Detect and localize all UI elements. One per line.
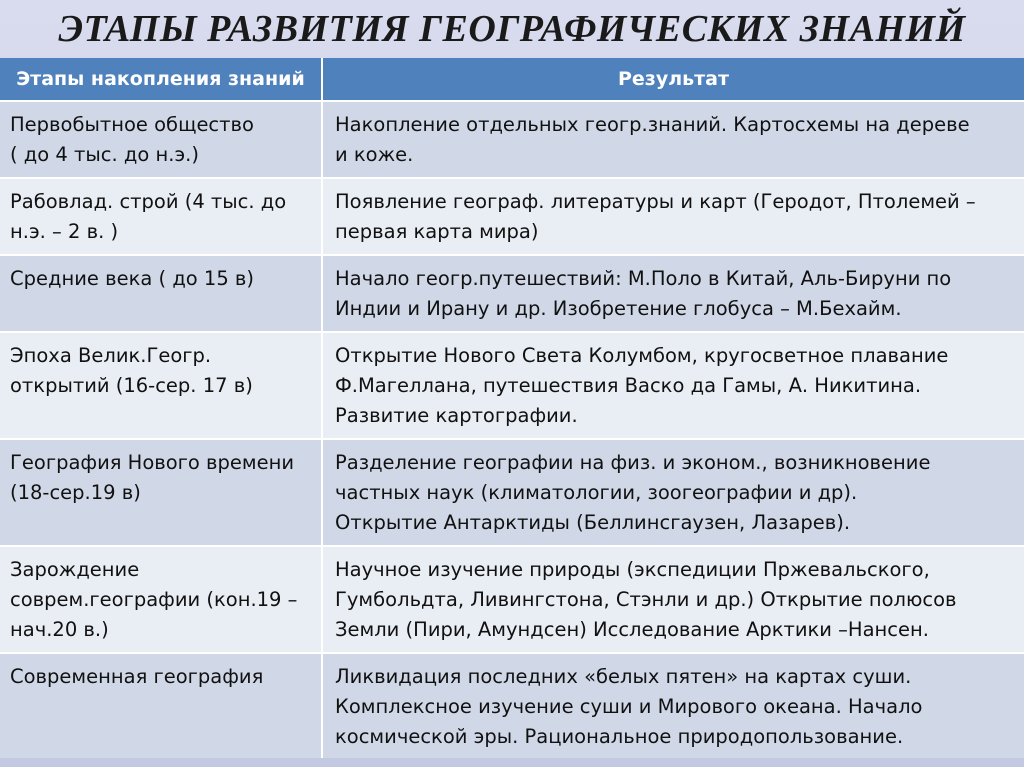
result-line: Открытие Антарктиды (Беллинсгаузен, Лазарев).: [335, 511, 851, 534]
stage-line: Зарождение: [10, 558, 140, 581]
result-line: первая карта мира): [335, 220, 539, 243]
result-line: Индии и Ирану и др. Изобретение глобуса – М.Бехайм.: [335, 297, 902, 320]
result-line: Открытие Нового Света Колумбом, кругосветное плавание: [335, 344, 949, 367]
result-line: космической эры. Рациональное природопользование.: [335, 725, 904, 748]
stages-table: [0, 58, 1024, 758]
stage-cell: [0, 653, 322, 758]
stage-line: Средние века ( до 15 в): [10, 267, 255, 290]
header-result: Результат: [322, 58, 1024, 101]
stage-line: Рабовлад. строй (4 тыс. до: [10, 190, 287, 213]
result-cell: [322, 439, 1024, 546]
result-line: Комплексное изучение суши и Мирового океана. Начало: [335, 695, 923, 718]
result-cell: [322, 653, 1024, 758]
stage-line: соврем.географии (кон.19 –: [10, 588, 298, 611]
result-cell: [322, 255, 1024, 332]
result-line: Появление географ. литературы и карт (Геродот, Птолемей –: [335, 190, 976, 213]
stage-cell: [0, 178, 322, 255]
stage-line: нач.20 в.): [10, 618, 109, 641]
stage-line: География Нового времени: [10, 451, 295, 474]
stage-line: н.э. – 2 в. ): [10, 220, 119, 243]
table-row: [0, 101, 1024, 178]
table-header-row: [0, 58, 1024, 101]
result-line: Разделение географии на физ. и эконом., возникновение: [335, 451, 931, 474]
stage-cell: [0, 255, 322, 332]
table-row: [0, 332, 1024, 439]
result-cell: [322, 546, 1024, 653]
result-cell: [322, 101, 1024, 178]
result-line: и коже.: [335, 143, 414, 166]
stage-line: Эпоха Велик.Геогр.: [10, 344, 212, 367]
stage-line: ( до 4 тыс. до н.э.): [10, 143, 199, 166]
table-row: [0, 546, 1024, 653]
result-line: Накопление отдельных геогр.знаний. Картосхемы на дереве: [335, 113, 970, 136]
stage-line: (18-сер.19 в): [10, 481, 141, 504]
result-cell: [322, 178, 1024, 255]
slide-title: ЭТАПЫ РАЗВИТИЯ ГЕОГРАФИЧЕСКИХ ЗНАНИЙ: [58, 8, 966, 50]
header-stages: Этапы накопления знаний: [0, 58, 322, 101]
result-line: Гумбольдта, Ливингстона, Стэнли и др.) Открытие полюсов: [335, 588, 957, 611]
result-cell: [322, 332, 1024, 439]
result-line: Научное изучение природы (экспедиции Пржевальского,: [335, 558, 930, 581]
table-row: [0, 178, 1024, 255]
table-row: [0, 255, 1024, 332]
table-row: [0, 439, 1024, 546]
table-row: [0, 653, 1024, 758]
stage-cell: [0, 332, 322, 439]
result-line: Начало геогр.путешествий: М.Поло в Китай, Аль-Бируни по: [335, 267, 952, 290]
result-line: Развитие картографии.: [335, 404, 578, 427]
stage-line: Первобытное общество: [10, 113, 254, 136]
stage-cell: [0, 101, 322, 178]
stage-line: открытий (16-сер. 17 в): [10, 374, 253, 397]
result-line: Ф.Магеллана, путешествия Васко да Гамы, А. Никитина.: [335, 374, 922, 397]
result-line: Ликвидация последних «белых пятен» на картах суши.: [335, 665, 912, 688]
stage-cell: [0, 439, 322, 546]
result-line: Земли (Пири, Амундсен) Исследование Арктики –Нансен.: [335, 618, 929, 641]
stage-cell: [0, 546, 322, 653]
stage-line: Современная география: [10, 665, 264, 688]
result-line: частных наук (климатологии, зоогеографии и др).: [335, 481, 858, 504]
